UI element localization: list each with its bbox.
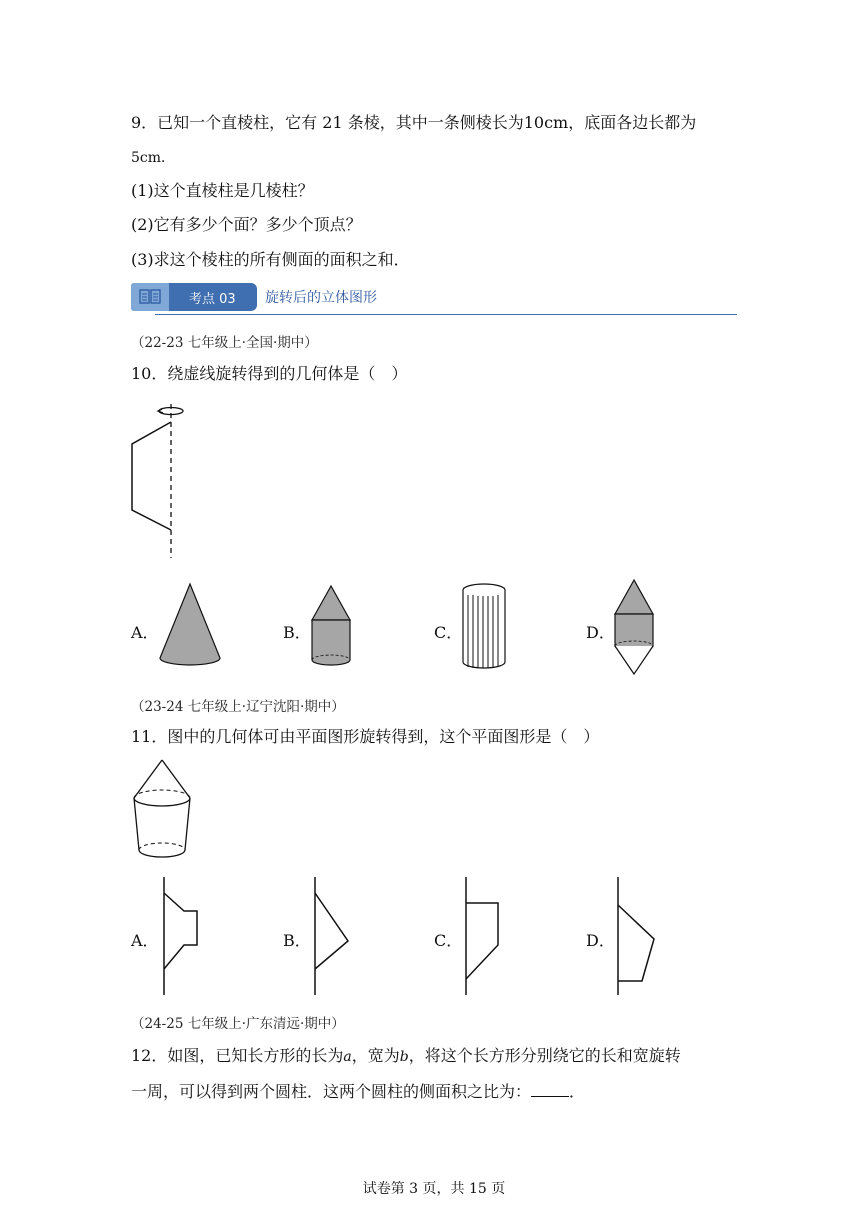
q12-line1 <box>131 1045 681 1068</box>
q9-sub3: (3)求这个棱柱的所有侧面的面积之和． <box>131 250 410 269</box>
q12-source: （24-25 七年级上·广东清远·期中） <box>131 1016 345 1032</box>
q9-sub2: (2)它有多少个面？多少个顶点？ <box>131 215 362 234</box>
q11-option-b-figure[interactable] <box>311 877 351 995</box>
q11-stem: 11．图中的几何体可由平面图形旋转得到，这个平面图形是（ ） <box>131 727 600 746</box>
q9-line1: 9．已知一个直棱柱，它有 21 条棱，其中一条侧棱长为10cm，底面各边长都为 <box>131 113 697 132</box>
banner-tab-label: 考点 03 <box>189 292 236 307</box>
q10-option-d-label[interactable]: D． <box>586 623 615 642</box>
q12-var-a: a <box>343 1049 352 1065</box>
q10-option-b-figure[interactable] <box>308 584 354 674</box>
q10-option-c-label[interactable]: C． <box>434 623 463 642</box>
book-icon <box>131 283 169 311</box>
q10-source: （22-23 七年级上·全国·期中） <box>131 335 318 351</box>
q10-option-a-cone[interactable] <box>158 582 222 672</box>
section-banner <box>131 283 737 317</box>
q11-option-a-label[interactable]: A． <box>131 931 159 950</box>
q12-var-b: b <box>399 1049 409 1065</box>
q12-line2-part-b: ． <box>569 1082 586 1101</box>
q11-source: （23-24 七年级上·辽宁沈阳·期中） <box>131 699 345 715</box>
q11-option-d-figure[interactable] <box>614 877 660 995</box>
page-footer: 试卷第 3 页，共 15 页 <box>362 1181 506 1197</box>
q11-option-a-figure[interactable] <box>160 877 200 995</box>
q11-option-c-figure[interactable] <box>462 877 502 995</box>
q11-figure <box>131 758 195 864</box>
q11-option-b-label[interactable]: B． <box>283 931 311 950</box>
q12-answer-blank[interactable] <box>531 1080 569 1097</box>
q10-figure <box>128 400 188 560</box>
q12-line2 <box>131 1080 585 1103</box>
q11-option-c-label[interactable]: C． <box>434 931 463 950</box>
q10-option-b-label[interactable]: B． <box>283 623 311 642</box>
q9-sub1: (1)这个直棱柱是几棱柱？ <box>131 181 314 200</box>
q12-line2-part-a: 一周，可以得到两个圆柱．这两个圆柱的侧面积之比为： <box>131 1082 532 1101</box>
banner-title: 旋转后的立体图形 <box>265 290 377 306</box>
q12-line1-part-a: 12．如图，已知长方形的长为 <box>131 1046 344 1065</box>
q10-stem: 10．绕虚线旋转得到的几何体是（ ） <box>131 364 408 383</box>
q9-line2: 5cm． <box>131 150 176 166</box>
q11-option-d-label[interactable]: D． <box>586 931 615 950</box>
banner-tab <box>131 283 257 311</box>
q12-line1-part-c: ，将这个长方形分别绕它的长和宽旋转 <box>408 1046 681 1065</box>
q10-option-c-cylinder[interactable] <box>460 582 508 672</box>
banner-rule <box>155 314 737 315</box>
q10-option-a-label[interactable]: A． <box>131 623 159 642</box>
q12-line1-part-b: ，宽为 <box>351 1046 400 1065</box>
q10-option-d-figure[interactable] <box>611 578 657 676</box>
